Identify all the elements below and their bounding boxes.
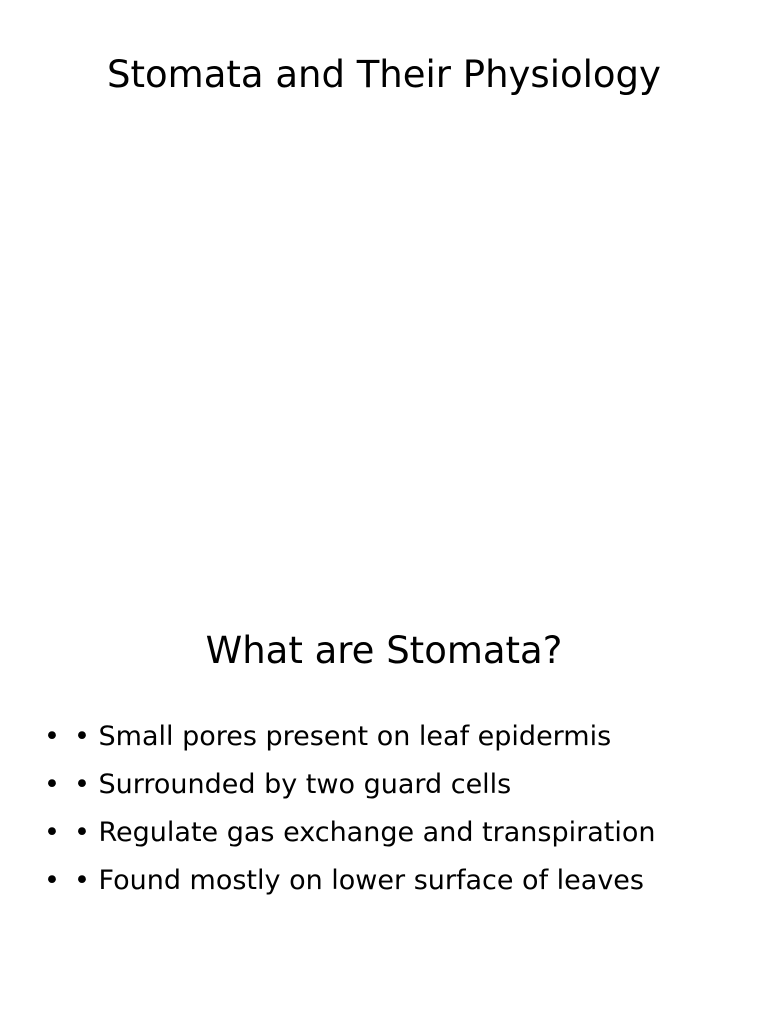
page-title: Stomata and Their Physiology: [107, 53, 661, 96]
bullet-icon: •: [44, 865, 60, 896]
bullet-text: • Found mostly on lower surface of leaves: [74, 865, 644, 896]
bullet-icon: •: [44, 769, 60, 800]
list-item: [44, 714, 744, 762]
list-item: [44, 858, 744, 906]
bullet-text: • Regulate gas exchange and transpiration: [74, 817, 656, 848]
bullet-icon: •: [44, 817, 60, 848]
bullet-icon: •: [44, 721, 60, 752]
list-item: [44, 762, 744, 810]
section-heading: What are Stomata?: [205, 629, 563, 672]
list-item: [44, 810, 744, 858]
bullet-text: • Small pores present on leaf epidermis: [74, 721, 612, 752]
bullet-list: [44, 714, 744, 906]
bullet-text: • Surrounded by two guard cells: [74, 769, 512, 800]
